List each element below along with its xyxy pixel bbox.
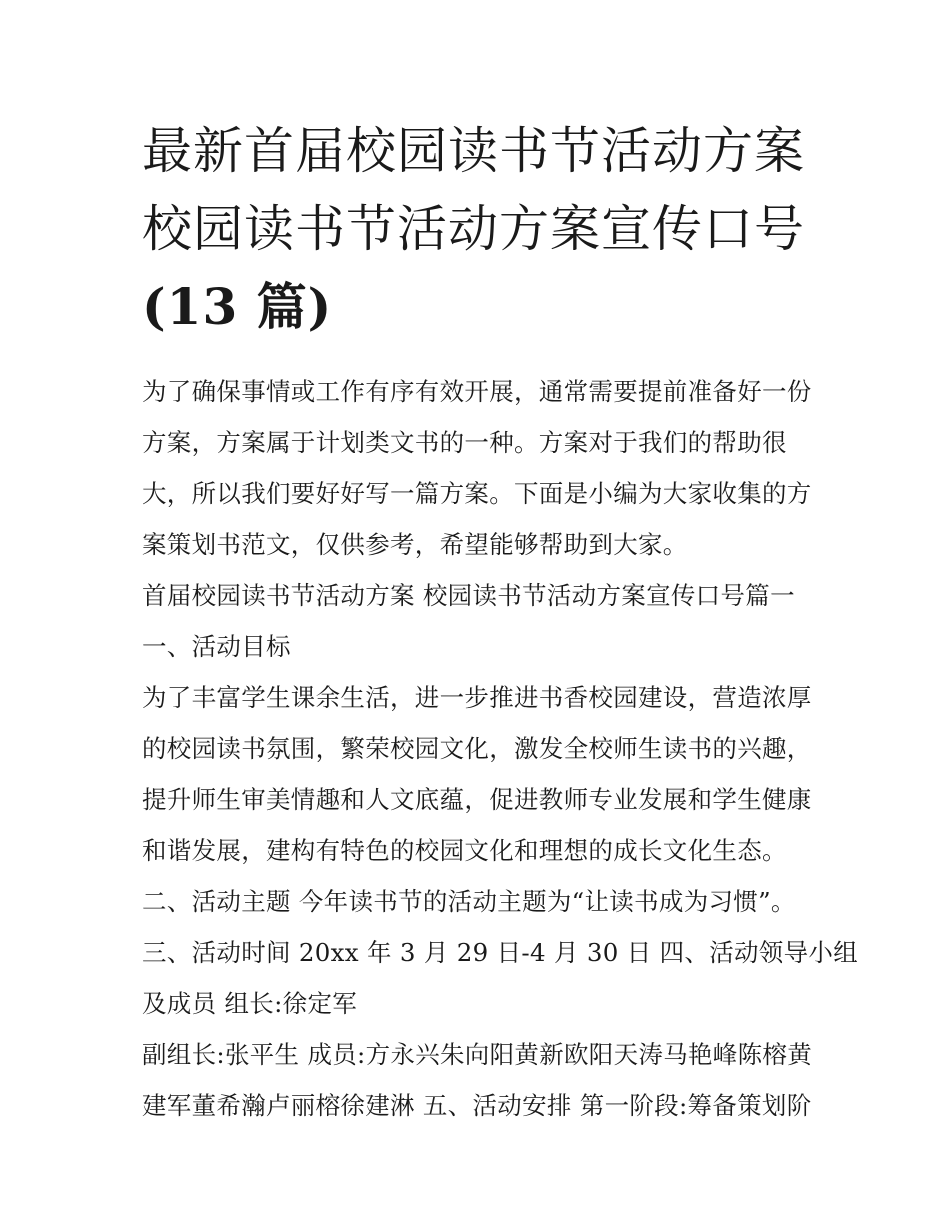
text-line: 建军董希瀚卢丽榕徐建淋 五、活动安排 第一阶段:筹备策划阶 [142,1091,812,1120]
time-paragraph [142,927,858,1029]
text-line: 案策划书范文，仅供参考，希望能够帮助到大家。 [142,530,688,559]
intro-paragraph [142,366,822,570]
text-line: 和谐发展，建构有特色的校园文化和理想的成长文化生态。 [142,836,787,865]
document-body [142,366,858,1131]
text-line: 的校园读书氛围，繁荣校园文化，激发全校师生读书的兴趣， [142,734,812,763]
text-line: 方案，方案属于计划类文书的一种。方案对于我们的帮助很 [142,428,787,457]
section-heading [142,570,822,621]
text-line: 大，所以我们要好好写一篇方案。下面是小编为大家收集的方 [142,479,812,508]
text-line: 为了丰富学生课余生活，进一步推进书香校园建设，营造浓厚 [142,683,812,712]
text-line: 提升师生审美情趣和人文底蕴，促进教师专业发展和学生健康 [142,785,812,814]
subheading-goals [142,621,822,672]
title-line-2: 校园读书节活动方案宣传口号 [142,200,805,258]
text-line: 为了确保事情或工作有序有效开展，通常需要提前准备好一份 [142,377,812,406]
document-title [142,112,822,346]
text-line: 副组长:张平生 成员:方永兴朱向阳黄新欧阳天涛马艳峰陈榕黄 [142,1040,812,1069]
text-line: 二、活动主题 今年读书节的活动主题为“让读书成为习惯”。 [142,887,796,916]
goals-paragraph [142,672,822,876]
text-line: 及成员 组长:徐定军 [142,989,358,1018]
text-line: 三、活动时间 20xx 年 3 月 29 日-4 月 30 日 四、活动领导小组 [142,938,858,967]
theme-paragraph [142,876,822,927]
members-paragraph [142,1029,822,1131]
document-page [142,112,858,1131]
title-line-1: 最新首届校园读书节活动方案 [142,122,805,180]
title-line-3: (13 篇) [142,277,333,336]
text-line: 首届校园读书节活动方案 校园读书节活动方案宣传口号篇一 [142,581,795,610]
text-line: 一、活动目标 [142,632,291,661]
